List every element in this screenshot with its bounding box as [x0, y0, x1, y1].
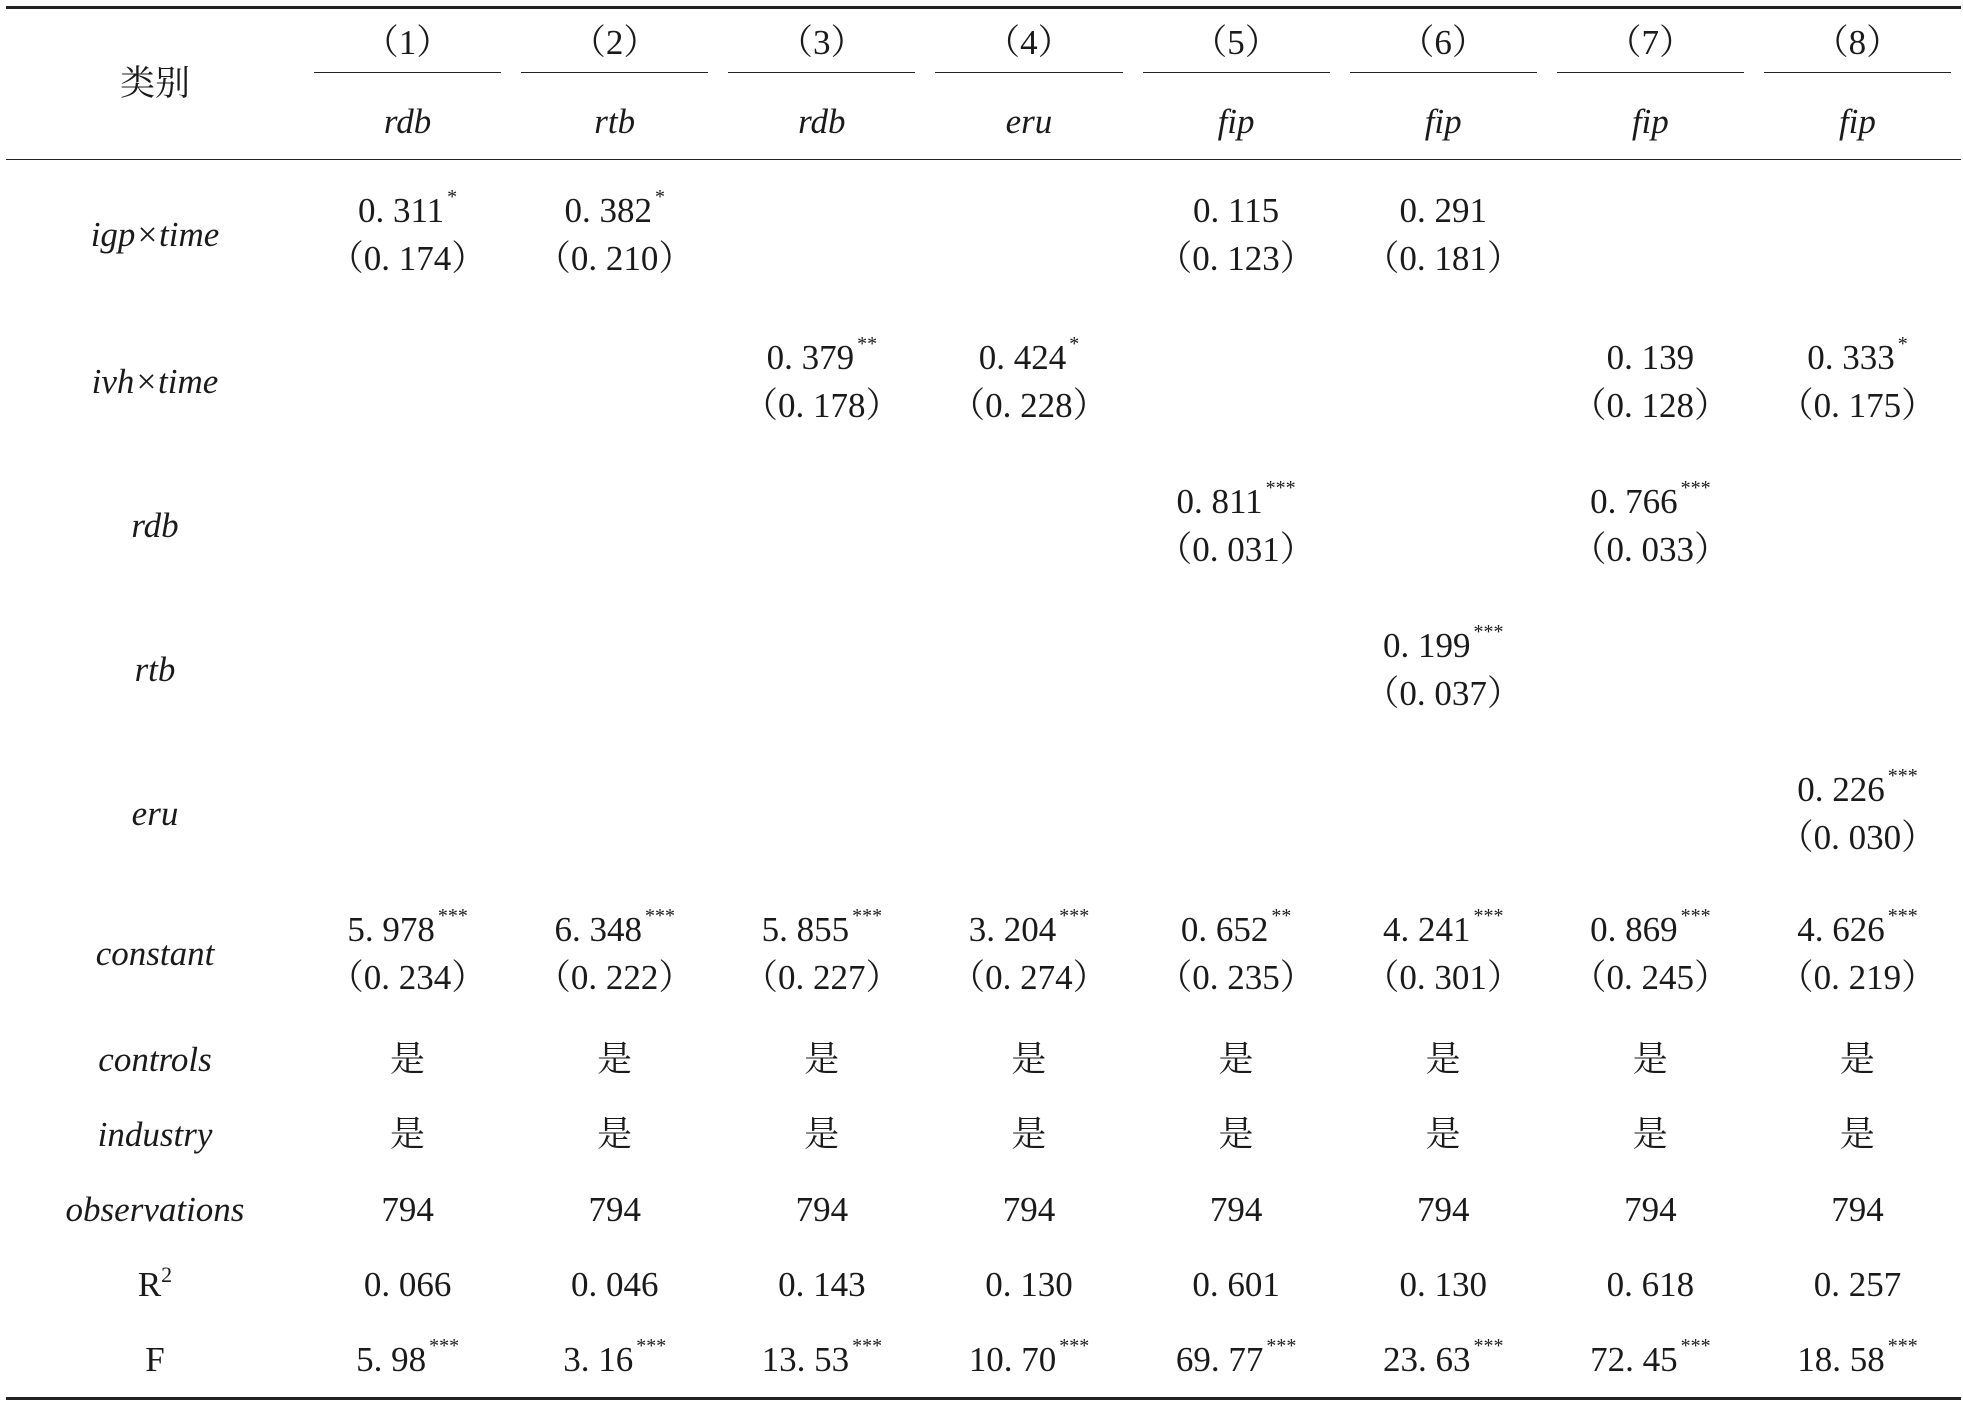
standard-error: （0. 178） [743, 386, 901, 425]
observations-cell: 794 [1209, 1189, 1263, 1229]
estimate: 0. 424 [978, 338, 1067, 378]
controls-cell: 是 [390, 1039, 426, 1079]
significance-stars: * [1897, 333, 1908, 356]
estimate: 0. 811 [1176, 482, 1263, 522]
coefficient-cell [1340, 742, 1547, 886]
coefficient-value [511, 905, 718, 952]
f-value: 13. 53 [761, 1339, 850, 1379]
f-statistic-row [6, 1322, 1961, 1399]
coefficient-cell [511, 742, 718, 886]
significance-stars: *** [1265, 477, 1296, 500]
coefficient-row [6, 886, 1961, 1022]
coefficient-value [718, 905, 925, 952]
standard-error: （0. 245） [1571, 958, 1730, 997]
significance-stars: *** [644, 905, 675, 928]
coefficient-cell [1133, 598, 1340, 742]
observations-cell: 794 [1831, 1189, 1884, 1229]
row-label: constant [95, 934, 215, 974]
coefficient-cell [1754, 886, 1961, 1022]
row-label: rdb [131, 506, 179, 546]
controls-cell: 是 [1011, 1039, 1047, 1079]
dependent-var-8: fip [1754, 85, 1961, 160]
r-squared-cell: 0. 066 [363, 1264, 452, 1304]
coefficient-value [1133, 905, 1340, 952]
coefficient-cell [925, 598, 1132, 742]
estimate: 0. 291 [1399, 191, 1487, 231]
f-statistic-cell [1547, 1322, 1754, 1399]
f-value: 69. 77 [1175, 1339, 1264, 1379]
coefficient-value [718, 333, 925, 380]
observations-cell: 794 [1416, 1189, 1470, 1229]
f-statistic-cell [1754, 1322, 1961, 1399]
industry-cell: 是 [1425, 1114, 1461, 1154]
r-squared-cell: 0. 046 [570, 1264, 659, 1304]
observations-row [6, 1172, 1961, 1247]
coefficient-cell [718, 742, 925, 886]
observations-cell: 794 [381, 1189, 434, 1229]
coefficient-cell [1133, 160, 1340, 311]
controls-cell: 是 [804, 1039, 840, 1079]
estimate: 4. 626 [1797, 910, 1885, 950]
coefficient-cell [304, 310, 511, 454]
f-statistic-cell [304, 1322, 511, 1399]
dependent-var-2: rtb [511, 85, 718, 160]
standard-error: （0. 222） [535, 958, 694, 997]
significance-stars: *** [1473, 621, 1504, 644]
coefficient-value [304, 186, 511, 233]
significance-stars: *** [1887, 1334, 1918, 1357]
significance-stars: *** [1680, 477, 1711, 500]
estimate: 0. 139 [1606, 338, 1695, 378]
coefficient-cell [718, 886, 925, 1022]
standard-error: （0. 228） [950, 386, 1108, 425]
estimate: 0. 226 [1797, 770, 1885, 810]
column-number-1: （1） [304, 8, 511, 86]
r-squared-cell: 0. 143 [778, 1264, 866, 1304]
column-number-6: （6） [1340, 8, 1547, 86]
estimate: 6. 348 [554, 910, 642, 950]
estimate: 0. 333 [1807, 338, 1895, 378]
coefficient-value [1340, 905, 1547, 952]
coefficient-value [1340, 189, 1547, 233]
r-squared-cell: 0. 618 [1606, 1264, 1695, 1304]
observations-cell: 794 [795, 1189, 849, 1229]
coefficient-cell [304, 742, 511, 886]
f-statistic-cell [511, 1322, 718, 1399]
column-number-8: （8） [1754, 8, 1961, 86]
coefficient-rows [6, 160, 1961, 1023]
f-value: 18. 58 [1797, 1339, 1885, 1379]
column-number-2: （2） [511, 8, 718, 86]
row-label: eru [131, 794, 179, 834]
estimate: 4. 241 [1382, 910, 1471, 950]
significance-stars: *** [1473, 905, 1504, 928]
controls-cell: 是 [1839, 1039, 1875, 1079]
coefficient-cell [1547, 742, 1754, 886]
coefficient-cell [304, 598, 511, 742]
coefficient-cell [1340, 454, 1547, 598]
coefficient-row [6, 598, 1961, 742]
industry-cell: 是 [1011, 1114, 1047, 1154]
observations-cell: 794 [1002, 1189, 1056, 1229]
column-number-7: （7） [1547, 8, 1754, 86]
coefficient-cell [718, 160, 925, 311]
industry-cell: 是 [1218, 1114, 1254, 1154]
coefficient-cell [1754, 160, 1961, 311]
coefficient-value [1133, 477, 1340, 524]
significance-stars: *** [1059, 905, 1090, 928]
coefficient-cell [511, 454, 718, 598]
f-statistic-cell [1133, 1322, 1340, 1399]
coefficient-cell [718, 454, 925, 598]
category-header: 类别 [6, 8, 304, 160]
coefficient-cell [718, 310, 925, 454]
industry-cell: 是 [804, 1114, 840, 1154]
coefficient-cell [925, 742, 1132, 886]
f-statistic-cell [718, 1322, 925, 1399]
column-number-3: （3） [718, 8, 925, 86]
dependent-var-7: fip [1547, 85, 1754, 160]
significance-stars: *** [1887, 905, 1918, 928]
standard-error: （0. 227） [743, 958, 901, 997]
regression-table [6, 6, 1961, 1400]
dependent-var-6: fip [1340, 85, 1547, 160]
standard-error: （0. 219） [1778, 958, 1937, 997]
coefficient-value [511, 186, 718, 233]
f-value: 5. 98 [356, 1339, 427, 1379]
industry-row [6, 1097, 1961, 1172]
significance-stars: *** [1473, 1334, 1504, 1357]
observations-cell: 794 [588, 1189, 641, 1229]
f-value: 72. 45 [1590, 1339, 1678, 1379]
dependent-var-3: rdb [718, 85, 925, 160]
estimate: 0. 766 [1590, 482, 1678, 522]
coefficient-cell [304, 886, 511, 1022]
coefficient-cell [1133, 310, 1340, 454]
standard-error: （0. 031） [1157, 530, 1315, 569]
header-row-column-numbers [6, 8, 1961, 86]
coefficient-cell [304, 454, 511, 598]
row-label: F [145, 1339, 165, 1379]
significance-stars: *** [1266, 1334, 1297, 1357]
estimate: 0. 379 [766, 338, 855, 378]
r-squared-row [6, 1247, 1961, 1322]
coefficient-cell [511, 886, 718, 1022]
standard-error: （0. 033） [1571, 530, 1730, 569]
significance-stars: ** [857, 333, 878, 356]
r-squared-cell: 0. 601 [1192, 1264, 1280, 1304]
coefficient-cell [1754, 742, 1961, 886]
standard-error: （0. 174） [328, 239, 487, 278]
coefficient-value [1754, 333, 1961, 380]
significance-stars: * [1069, 333, 1080, 356]
coefficient-row [6, 310, 1961, 454]
standard-error: （0. 128） [1571, 386, 1730, 425]
f-value: 23. 63 [1382, 1339, 1471, 1379]
r-squared-superscript: 2 [161, 1261, 173, 1287]
industry-cell: 是 [390, 1114, 426, 1154]
coefficient-value [1547, 905, 1754, 952]
r-squared-cell: 0. 257 [1813, 1264, 1902, 1304]
controls-row [6, 1022, 1961, 1097]
f-statistic-cell [925, 1322, 1132, 1399]
coefficient-cell [511, 160, 718, 311]
estimate: 5. 978 [347, 910, 435, 950]
coefficient-value [1133, 189, 1340, 233]
row-label: rtb [134, 650, 176, 690]
controls-cell: 是 [1218, 1039, 1254, 1079]
controls-cell: 是 [597, 1039, 633, 1079]
estimate: 0. 115 [1192, 191, 1280, 231]
significance-stars: *** [1059, 1334, 1090, 1357]
f-value: 10. 70 [968, 1339, 1057, 1379]
summary-rows [6, 1022, 1961, 1399]
row-label: igp×time [90, 215, 220, 255]
row-label: industry [97, 1114, 213, 1154]
significance-stars: *** [1887, 765, 1918, 788]
significance-stars: *** [852, 905, 883, 928]
coefficient-value [1754, 905, 1961, 952]
coefficient-cell [925, 886, 1132, 1022]
coefficient-cell [511, 598, 718, 742]
estimate: 0. 382 [564, 191, 652, 231]
estimate: 0. 311 [357, 191, 445, 231]
coefficient-cell [511, 310, 718, 454]
significance-stars: * [447, 186, 458, 209]
coefficient-cell [1340, 160, 1547, 311]
dependent-var-4: eru [925, 85, 1132, 160]
estimate: 3. 204 [968, 910, 1057, 950]
significance-stars: *** [636, 1334, 667, 1357]
coefficient-row [6, 160, 1961, 311]
controls-cell: 是 [1425, 1039, 1461, 1079]
significance-stars: *** [429, 1334, 460, 1357]
significance-stars: *** [437, 905, 468, 928]
coefficient-row [6, 742, 1961, 886]
row-label [6, 1247, 304, 1322]
coefficient-cell [1547, 598, 1754, 742]
standard-error: （0. 030） [1778, 818, 1937, 857]
coefficient-value [1547, 336, 1754, 380]
standard-error: （0. 301） [1364, 958, 1522, 997]
dependent-var-1: rdb [304, 85, 511, 160]
significance-stars: ** [1271, 905, 1292, 928]
coefficient-value [1340, 621, 1547, 668]
coefficient-cell [1754, 598, 1961, 742]
row-label: observations [65, 1189, 245, 1229]
coefficient-cell [1547, 160, 1754, 311]
row-label: ivh×time [91, 362, 219, 402]
standard-error: （0. 235） [1157, 958, 1315, 997]
standard-error: （0. 274） [950, 958, 1108, 997]
coefficient-cell [1754, 310, 1961, 454]
significance-stars: *** [1680, 1334, 1711, 1357]
standard-error: （0. 210） [535, 239, 694, 278]
dependent-var-5: fip [1133, 85, 1340, 160]
significance-stars: * [654, 186, 665, 209]
coefficient-cell [925, 310, 1132, 454]
estimate: 5. 855 [761, 910, 850, 950]
coefficient-value [1547, 477, 1754, 524]
coefficient-cell [304, 160, 511, 311]
coefficient-cell [1340, 310, 1547, 454]
coefficient-cell [1547, 310, 1754, 454]
coefficient-cell [1133, 454, 1340, 598]
coefficient-cell [718, 598, 925, 742]
f-value: 3. 16 [563, 1339, 634, 1379]
coefficient-value [925, 905, 1132, 952]
estimate: 0. 869 [1590, 910, 1678, 950]
standard-error: （0. 234） [328, 958, 487, 997]
estimate: 0. 199 [1382, 626, 1471, 666]
coefficient-value [925, 333, 1132, 380]
standard-error: （0. 123） [1157, 239, 1315, 278]
standard-error: （0. 175） [1778, 386, 1937, 425]
column-number-4: （4） [925, 8, 1132, 86]
r-squared-cell: 0. 130 [1399, 1264, 1487, 1304]
r-squared-label: R [137, 1264, 162, 1304]
coefficient-value [304, 905, 511, 952]
coefficient-cell [1754, 454, 1961, 598]
coefficient-cell [1547, 454, 1754, 598]
industry-cell: 是 [1839, 1114, 1875, 1154]
column-number-5: （5） [1133, 8, 1340, 86]
industry-cell: 是 [1632, 1114, 1668, 1154]
f-statistic-cell [1340, 1322, 1547, 1399]
r-squared-cell: 0. 130 [985, 1264, 1073, 1304]
coefficient-cell [1547, 886, 1754, 1022]
estimate: 0. 652 [1180, 910, 1269, 950]
observations-cell: 794 [1624, 1189, 1677, 1229]
significance-stars: *** [852, 1334, 883, 1357]
coefficient-cell [1133, 886, 1340, 1022]
row-label: controls [98, 1039, 212, 1079]
industry-cell: 是 [597, 1114, 633, 1154]
coefficient-cell [1340, 598, 1547, 742]
coefficient-cell [925, 454, 1132, 598]
standard-error: （0. 037） [1364, 674, 1522, 713]
standard-error: （0. 181） [1364, 239, 1522, 278]
coefficient-cell [1133, 742, 1340, 886]
coefficient-value [1754, 765, 1961, 812]
coefficient-cell [1340, 886, 1547, 1022]
coefficient-cell [925, 160, 1132, 311]
significance-stars: *** [1680, 905, 1711, 928]
controls-cell: 是 [1632, 1039, 1668, 1079]
coefficient-row [6, 454, 1961, 598]
